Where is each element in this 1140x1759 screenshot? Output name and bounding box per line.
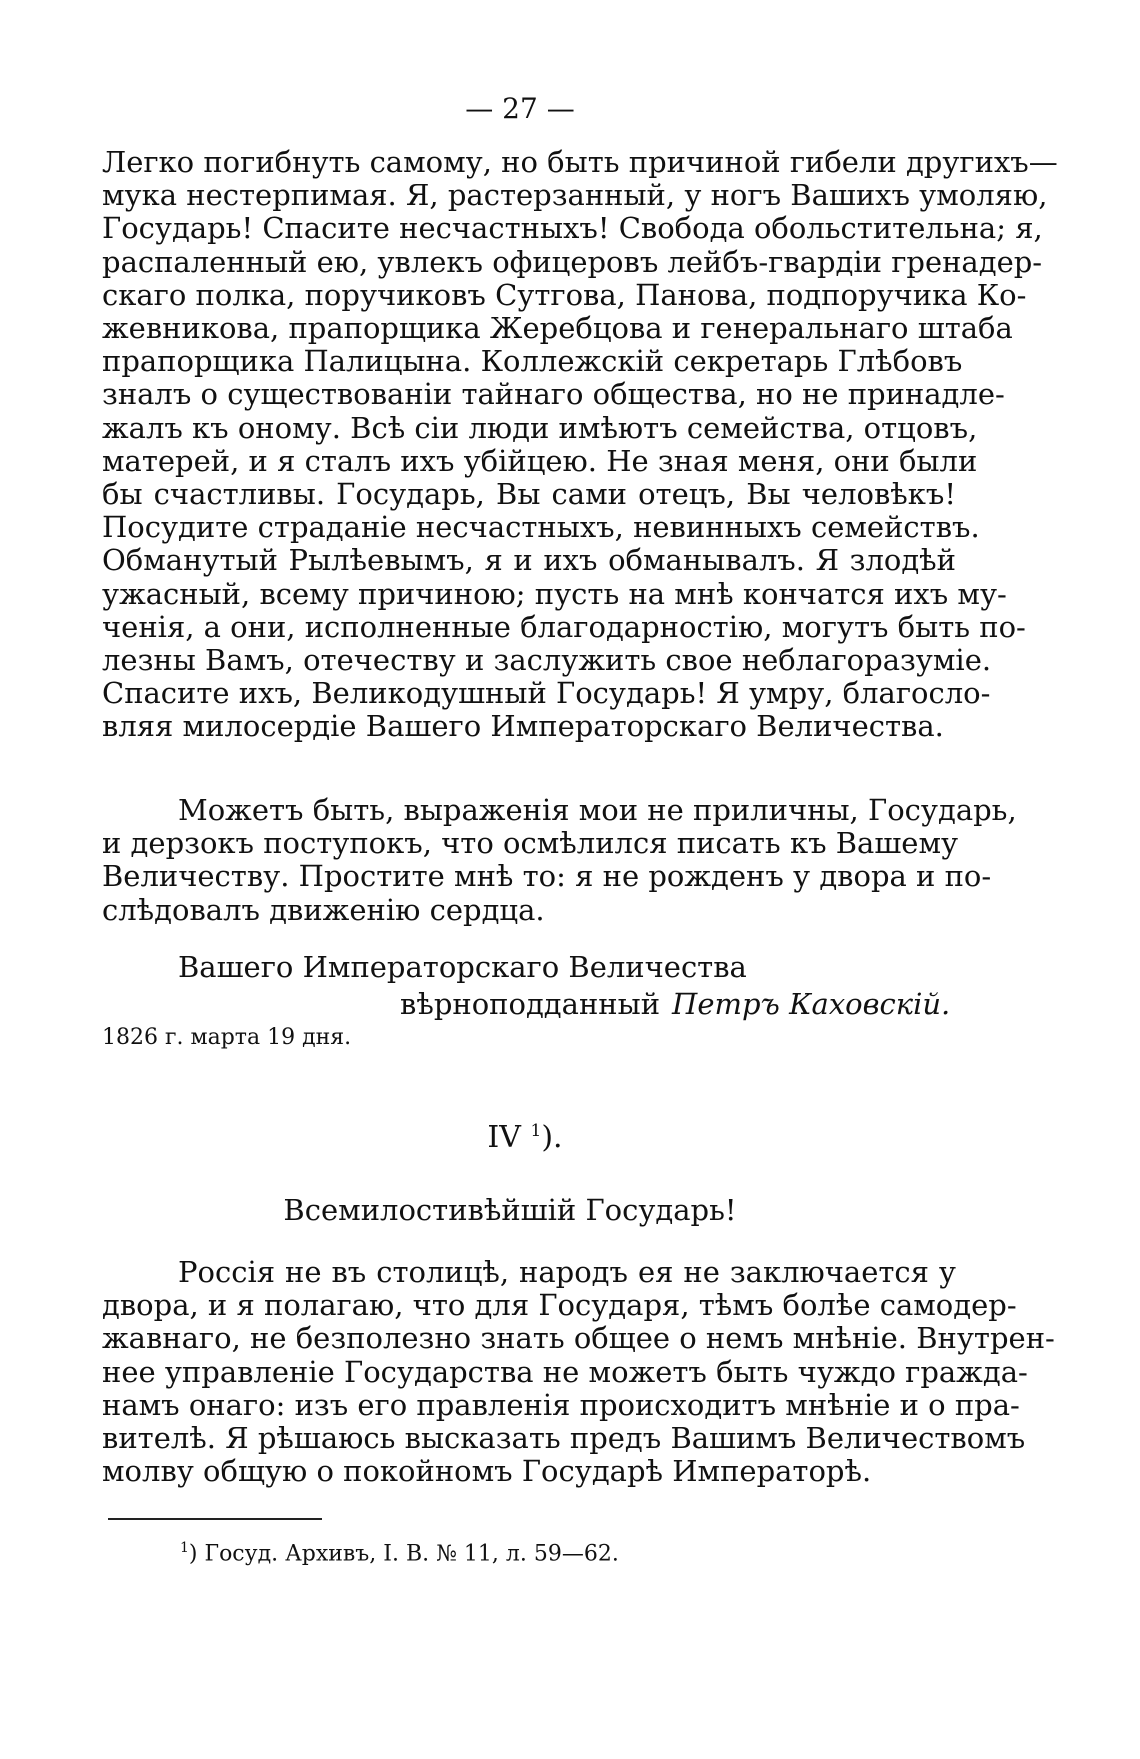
text-line: Обманутый Рылѣевымъ, я и ихъ обманывалъ. Я злодѣй (102, 543, 956, 578)
text-line: Легко погибнуть самому, но быть причиной гибели другихъ— (102, 145, 1058, 179)
text-line: вителѣ. Я рѣшаюсь высказать предъ Вашимъ Величествомъ (102, 1421, 1026, 1456)
salutation: Всемилостивѣйшій Государь! (283, 1193, 737, 1227)
signature-title: вѣрноподданный (400, 987, 661, 1021)
letter-paragraph-1 (102, 145, 1058, 744)
section-numeral: IV (487, 1120, 521, 1155)
text-line: Россія не въ столицѣ, народъ ея не заключается у (178, 1255, 956, 1289)
text-line: распаленный ею, увлекъ офицеровъ лейбъ-гвардіи гренадер- (102, 244, 1043, 279)
text-line: и дерзокъ поступокъ, что осмѣлился писать къ Вашему (102, 826, 959, 861)
letter-paragraph-3 (102, 1255, 1055, 1489)
text-line: Спасите ихъ, Великодушный Государь! Я умру, благосло- (102, 676, 991, 711)
signature-name: Петръ Каховскій. (672, 987, 951, 1021)
footnote (180, 1540, 619, 1566)
text-line: намъ онаго: изъ его правленія происходитъ мнѣніе и о пра- (102, 1387, 1020, 1422)
text-line: Величеству. Простите мнѣ то: я не рожденъ у двора и по- (102, 859, 992, 894)
text-line: двора, и я полагаю, что для Государя, тѣмъ болѣе самодер- (102, 1288, 1017, 1323)
letter-date: 1826 г. марта 19 дня. (102, 1025, 352, 1050)
page-number: — 27 — (465, 92, 575, 125)
text-line: слѣдовалъ движенію сердца. (102, 892, 545, 927)
text-line: жевникова, прапорщика Жеребцова и генеральнаго штаба (102, 311, 1013, 346)
signature-line-1: Вашего Императорскаго Величества (178, 950, 747, 984)
signature-line-2 (400, 987, 950, 1021)
text-line: матерей, и я сталъ ихъ убійцею. Не зная меня, они были (102, 443, 978, 478)
footnote-divider (108, 1518, 322, 1520)
footnote-reference: 1 (530, 1121, 542, 1141)
text-line: скаго полка, поручиковъ Сутгова, Панова, подпоручика Ко- (102, 277, 1027, 312)
text-line: Можетъ быть, выраженія мои не приличны, Государь, (178, 793, 1017, 827)
text-line: бы счастливы. Государь, Вы сами отецъ, Вы человѣкъ! (102, 477, 956, 512)
text-line: прапорщика Палицына. Коллежскій секретарь Глѣбовъ (102, 344, 963, 379)
text-line: зналъ о существованіи тайнаго общества, но не принадле- (102, 377, 1005, 412)
text-line: вляя милосердіе Вашего Императорскаго Величества. (102, 709, 944, 744)
text-line: жалъ къ оному. Всѣ сіи люди имѣютъ семейства, отцовъ, (102, 410, 978, 445)
letter-paragraph-2 (102, 793, 1017, 927)
text-line: Государь! Спасите несчастныхъ! Свобода обольстительна; я, (102, 211, 1043, 246)
text-line: нее управленіе Государства не можетъ быть чуждо гражда- (102, 1354, 1028, 1389)
text-line: ужасный, всему причиною; пусть на мнѣ кончатся ихъ му- (102, 576, 1007, 611)
text-line: жавнаго, не безполезно знать общее о немъ мнѣніе. Внутрен- (102, 1321, 1055, 1356)
text-line: Посудите страданіе несчастныхъ, невинныхъ семействъ. (102, 510, 980, 545)
footnote-mark: 1 (180, 1540, 189, 1556)
text-line: ченія, а они, исполненные благодарностію, могутъ быть по- (102, 609, 1026, 644)
footnote-text: ) Госуд. Архивъ, I. В. № 11, л. 59—62. (188, 1541, 619, 1567)
section-heading (0, 1120, 1050, 1155)
text-line: молву общую о покойномъ Государѣ Императорѣ. (102, 1454, 872, 1489)
text-line: мука нестерпимая. Я, растерзанный, у ногъ Вашихъ умоляю, (102, 178, 1048, 213)
section-heading-suffix: ). (541, 1120, 563, 1155)
text-line: лезны Вамъ, отечеству и заслужить свое неблагоразуміе. (102, 643, 992, 678)
